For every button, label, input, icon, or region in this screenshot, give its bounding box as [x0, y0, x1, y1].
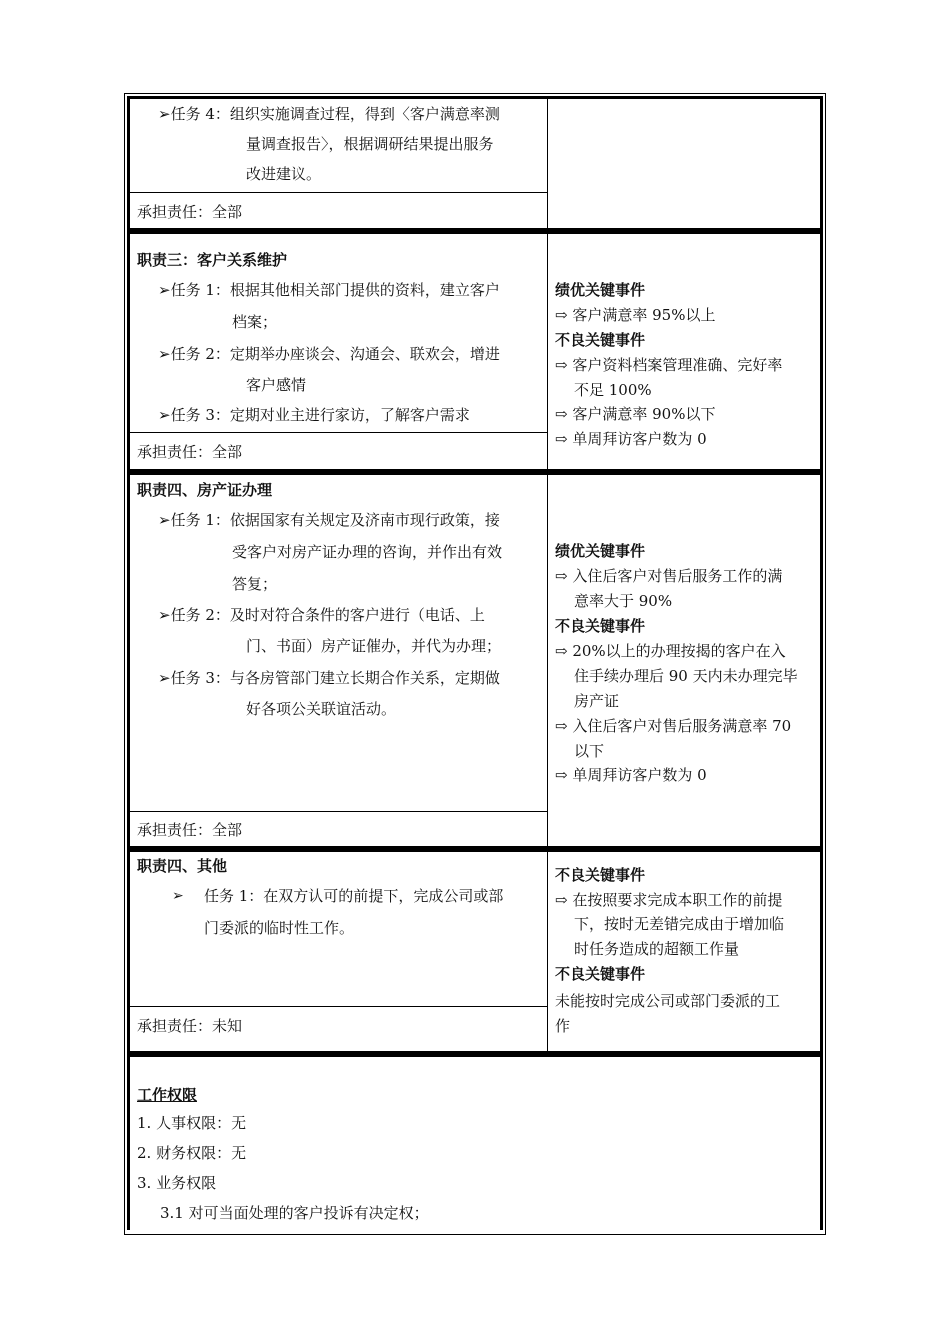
task-line: ➢任务 1：根据其他相关部门提供的资料，建立客户 — [158, 281, 500, 299]
event-line: 以下 — [574, 742, 605, 760]
task-line: 任务 1：在双方认可的前提下，完成公司或部 — [204, 887, 504, 905]
authority-title: 工作权限 — [137, 1086, 198, 1104]
task-line: ➢任务 2：及时对符合条件的客户进行（电话、上 — [158, 606, 485, 624]
duty-title: 职责四、房产证办理 — [137, 481, 273, 499]
task-line: ➢任务 2：定期举办座谈会、沟通会、联欢会，增进 — [158, 345, 500, 363]
authority-item: 3.1 对可当面处理的客户投诉有决定权； — [160, 1204, 429, 1222]
task-line: 客户感情 — [246, 376, 307, 394]
event-line: ⇨ 入住后客户对售后服务满意率 70 — [555, 717, 792, 735]
event-line: ⇨ 入住后客户对售后服务工作的满 — [555, 567, 783, 585]
task-column — [130, 852, 548, 1051]
event-line: ⇨ 20%以上的办理按揭的客户在入 — [555, 642, 786, 660]
authority-item: 3. 业务权限 — [137, 1174, 217, 1192]
events-column — [548, 234, 820, 469]
good-events-title: 绩优关键事件 — [555, 281, 646, 299]
event-line: ⇨ 客户满意率 90%以下 — [555, 405, 716, 423]
block-authority — [127, 1054, 823, 1230]
task-column — [130, 475, 548, 846]
task-line: 好各项公关联谊活动。 — [246, 700, 397, 718]
responsibility-text: 承担责任：未知 — [137, 1017, 243, 1035]
divider — [130, 192, 547, 193]
event-line: 时任务造成的超额工作量 — [574, 940, 740, 958]
task-line: 档案； — [232, 313, 278, 331]
block-task4 — [127, 96, 823, 231]
task-line: ➢任务 1：依据国家有关规定及济南市现行政策，接 — [158, 511, 500, 529]
block-customer-relations — [127, 231, 823, 472]
event-line: ⇨ 客户满意率 95%以上 — [555, 306, 716, 324]
task-line: 门、书面）房产证催办，并代为办理； — [246, 637, 502, 655]
authority-item: 2. 财务权限：无 — [137, 1144, 247, 1162]
event-line: 下，按时无差错完成由于增加临 — [574, 915, 785, 933]
events-column — [548, 475, 820, 846]
event-line: ⇨ 单周拜访客户数为 0 — [555, 766, 707, 784]
good-events-title: 绩优关键事件 — [555, 542, 646, 560]
bad-events-title: 不良关键事件 — [555, 866, 646, 884]
bad-events-title: 不良关键事件 — [555, 965, 646, 983]
event-line: ⇨ 在按照要求完成本职工作的前提 — [555, 891, 783, 909]
task-line: 门委派的临时性工作。 — [204, 919, 355, 937]
task-line: ➢任务 3：定期对业主进行家访，了解客户需求 — [158, 406, 470, 424]
task-line: 答复； — [232, 575, 278, 593]
duty-title: 职责四、其他 — [137, 857, 228, 875]
task-line: 受客户对房产证办理的咨询，并作出有效 — [232, 543, 503, 561]
event-line: 住手续办理后 90 天内未办理完毕 — [574, 667, 798, 685]
event-line: 房产证 — [574, 692, 620, 710]
task-line: ➢任务 3：与各房管部门建立长期合作关系，定期做 — [158, 669, 500, 687]
block-property-certificate — [127, 472, 823, 849]
task-line: 量调查报告〉，根据调研结果提出服务 — [246, 135, 494, 153]
task-column — [130, 234, 548, 469]
bad-events-title: 不良关键事件 — [555, 331, 646, 349]
bad-events-title: 不良关键事件 — [555, 617, 646, 635]
events-column — [548, 99, 820, 228]
block-other — [127, 849, 823, 1054]
task-line: 改进建议。 — [246, 165, 322, 183]
divider — [130, 432, 547, 433]
task-column — [130, 99, 548, 228]
divider — [130, 811, 547, 812]
arrow-bullet-icon: ➢ — [172, 888, 184, 904]
task-line: ➢任务 4：组织实施调查过程，得到〈客户满意率测 — [158, 105, 500, 123]
responsibility-text: 承担责任：全部 — [137, 821, 243, 839]
event-line: 意率大于 90% — [574, 592, 673, 610]
event-line: 不足 100% — [574, 381, 652, 399]
event-line: ⇨ 单周拜访客户数为 0 — [555, 430, 707, 448]
event-line: 未能按时完成公司或部门委派的工 — [555, 992, 781, 1010]
authority-item: 1. 人事权限：无 — [137, 1114, 247, 1132]
responsibility-text: 承担责任：全部 — [137, 203, 243, 221]
events-column — [548, 852, 820, 1051]
duty-title: 职责三：客户关系维护 — [137, 251, 288, 269]
divider — [130, 1006, 547, 1007]
event-line: ⇨ 客户资料档案管理准确、完好率 — [555, 356, 783, 374]
responsibility-text: 承担责任：全部 — [137, 443, 243, 461]
event-line: 作 — [555, 1017, 571, 1035]
